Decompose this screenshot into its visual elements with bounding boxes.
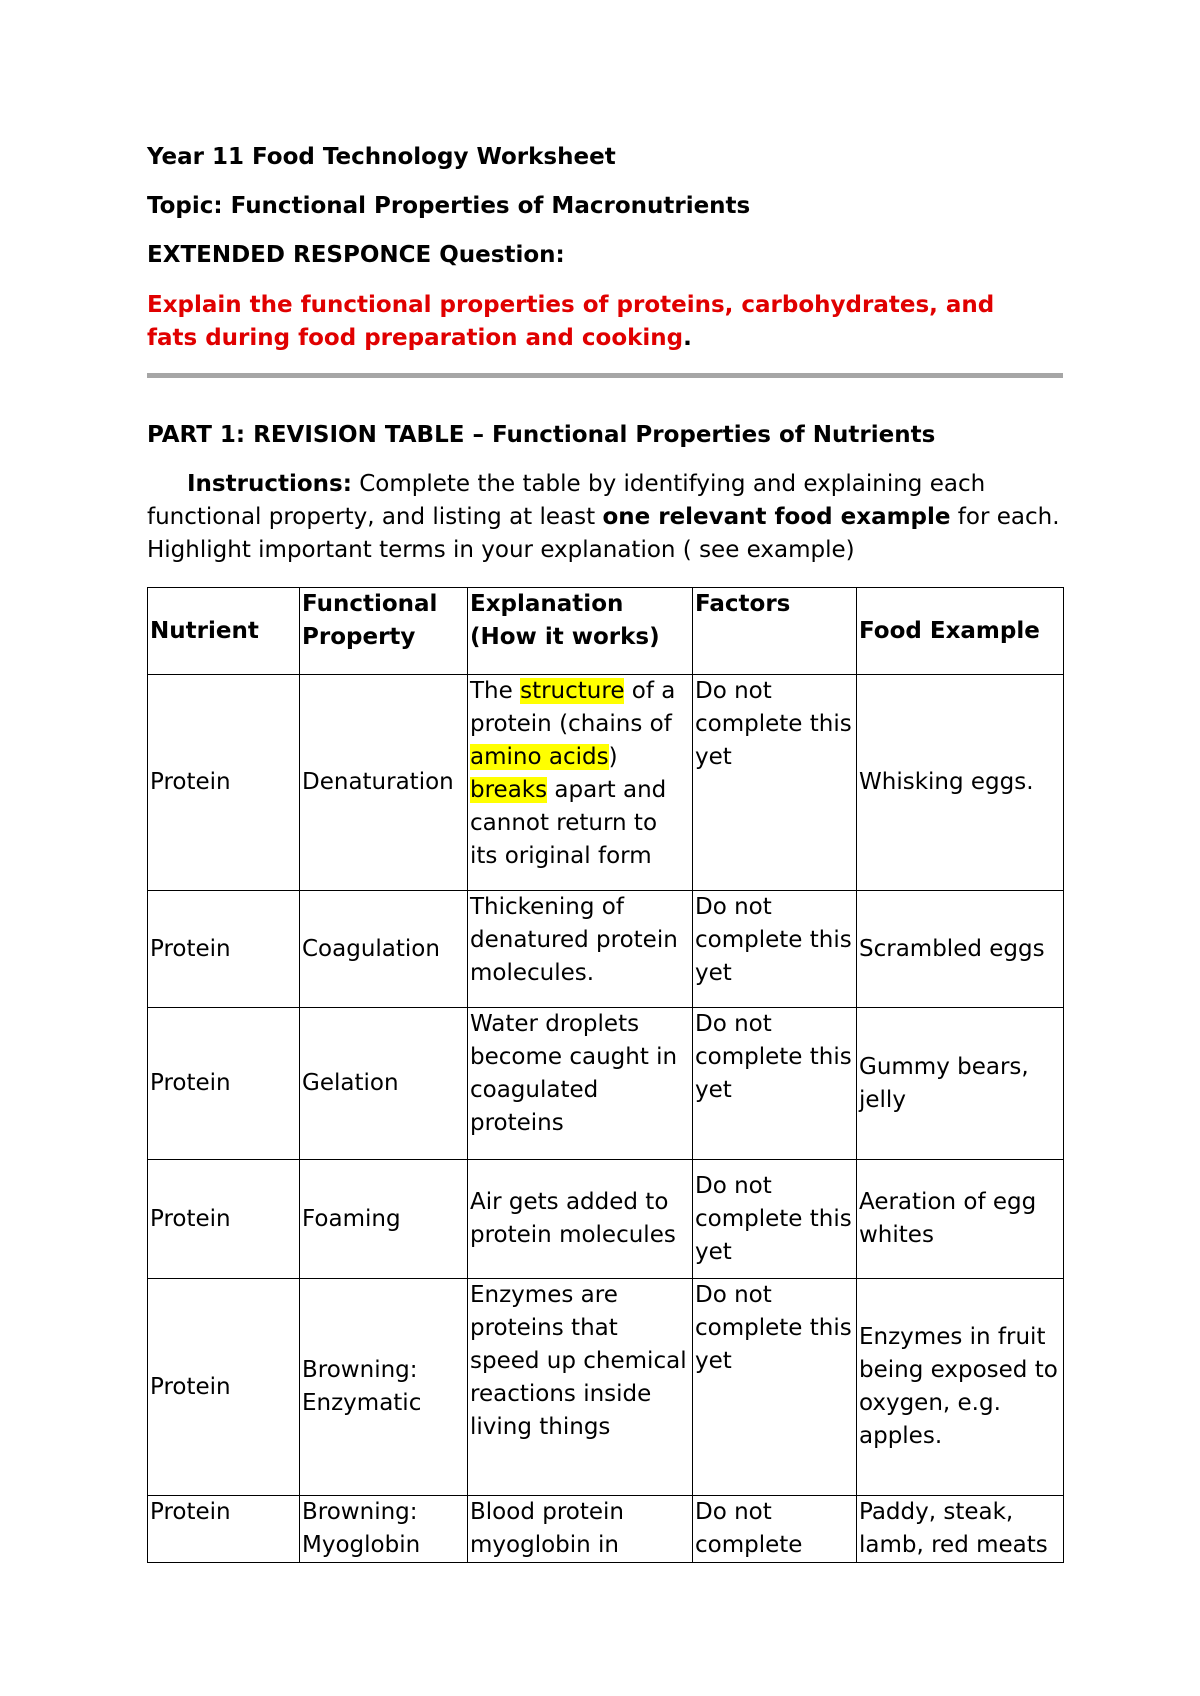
cell-factors: Do not complete this yet (693, 891, 857, 1008)
cell-nutrient: Protein (148, 675, 300, 891)
cell-food-example: Whisking eggs. (857, 675, 1064, 891)
cell-property: Browning: Myoglobin (300, 1496, 468, 1563)
table-row (148, 1008, 1064, 1160)
question-label: EXTENDED RESPONCE Question: (147, 242, 565, 268)
cell-food-example: Scrambled eggs (857, 891, 1064, 1008)
cell-factors: Do not complete this yet (693, 1279, 857, 1496)
cell-explanation: Water droplets become caught in coagulated proteins (468, 1008, 693, 1160)
cell-explanation: Enzymes are proteins that speed up chemical reactions inside living things (468, 1279, 693, 1496)
cell-nutrient: Protein (148, 1279, 300, 1496)
header-factors: Factors (693, 588, 857, 675)
cell-factors: Do not complete this yet (693, 1008, 857, 1160)
cell-nutrient: Protein (148, 1008, 300, 1160)
question-text (147, 289, 1063, 355)
topic-line: Topic: Functional Properties of Macronutrients (147, 193, 751, 219)
cell-property: Denaturation (300, 675, 468, 891)
question-period: . (683, 325, 692, 351)
table-row (148, 1279, 1064, 1496)
instructions-text-1: Complete the table by identifying and explaining each functional property, and listing at least (147, 471, 986, 530)
table-header-row (148, 588, 1064, 675)
header-explanation: Explanation (How it works) (468, 588, 693, 675)
cell-nutrient: Protein (148, 1160, 300, 1279)
cell-food-example: Paddy, steak, lamb, red meats (857, 1496, 1064, 1563)
cell-property: Foaming (300, 1160, 468, 1279)
instructions-text-2: for each. Highlight important terms in your explanation ( see example) (147, 504, 1060, 563)
header-nutrient: Nutrient (148, 588, 300, 675)
cell-food-example: Gummy bears, jelly (857, 1008, 1064, 1160)
table-row (148, 891, 1064, 1008)
header-functional-property: Functional Property (300, 588, 468, 675)
instructions-paragraph (147, 468, 1063, 567)
table-row (148, 1496, 1064, 1563)
question-line-1: Explain the functional properties of proteins, carbohydrates, and (147, 292, 995, 318)
cell-explanation: Thickening of denatured protein molecules. (468, 891, 693, 1008)
cell-food-example: Enzymes in fruit being exposed to oxygen, e.g. apples. (857, 1279, 1064, 1496)
cell-factors: Do not complete (693, 1496, 857, 1563)
table-row (148, 675, 1064, 891)
horizontal-divider (147, 373, 1063, 378)
cell-property: Browning: Enzymatic (300, 1279, 468, 1496)
cell-nutrient: Protein (148, 891, 300, 1008)
highlight-term: amino acids (470, 744, 609, 770)
highlight-term: structure (520, 678, 625, 704)
cell-factors: Do not complete this yet (693, 1160, 857, 1279)
cell-property: Gelation (300, 1008, 468, 1160)
cell-food-example: Aeration of egg whites (857, 1160, 1064, 1279)
cell-explanation: Air gets added to protein molecules (468, 1160, 693, 1279)
cell-explanation: Blood protein myoglobin in (468, 1496, 693, 1563)
header-food-example: Food Example (857, 588, 1064, 675)
table-row (148, 1160, 1064, 1279)
cell-property: Coagulation (300, 891, 468, 1008)
cell-nutrient: Protein (148, 1496, 300, 1563)
instructions-bold: one relevant food example (602, 504, 951, 530)
highlight-term: breaks (470, 777, 548, 803)
cell-explanation: The structure of a protein (chains of amino acids) breaks apart and cannot return to its original form (468, 675, 693, 891)
question-line-2: fats during food preparation and cooking (147, 325, 684, 351)
cell-factors: Do not complete this yet (693, 675, 857, 891)
instructions-label: Instructions: (187, 471, 352, 497)
part1-heading: PART 1: REVISION TABLE – Functional Properties of Nutrients (147, 422, 936, 448)
worksheet-title: Year 11 Food Technology Worksheet (147, 144, 616, 170)
revision-table (147, 587, 1064, 1563)
